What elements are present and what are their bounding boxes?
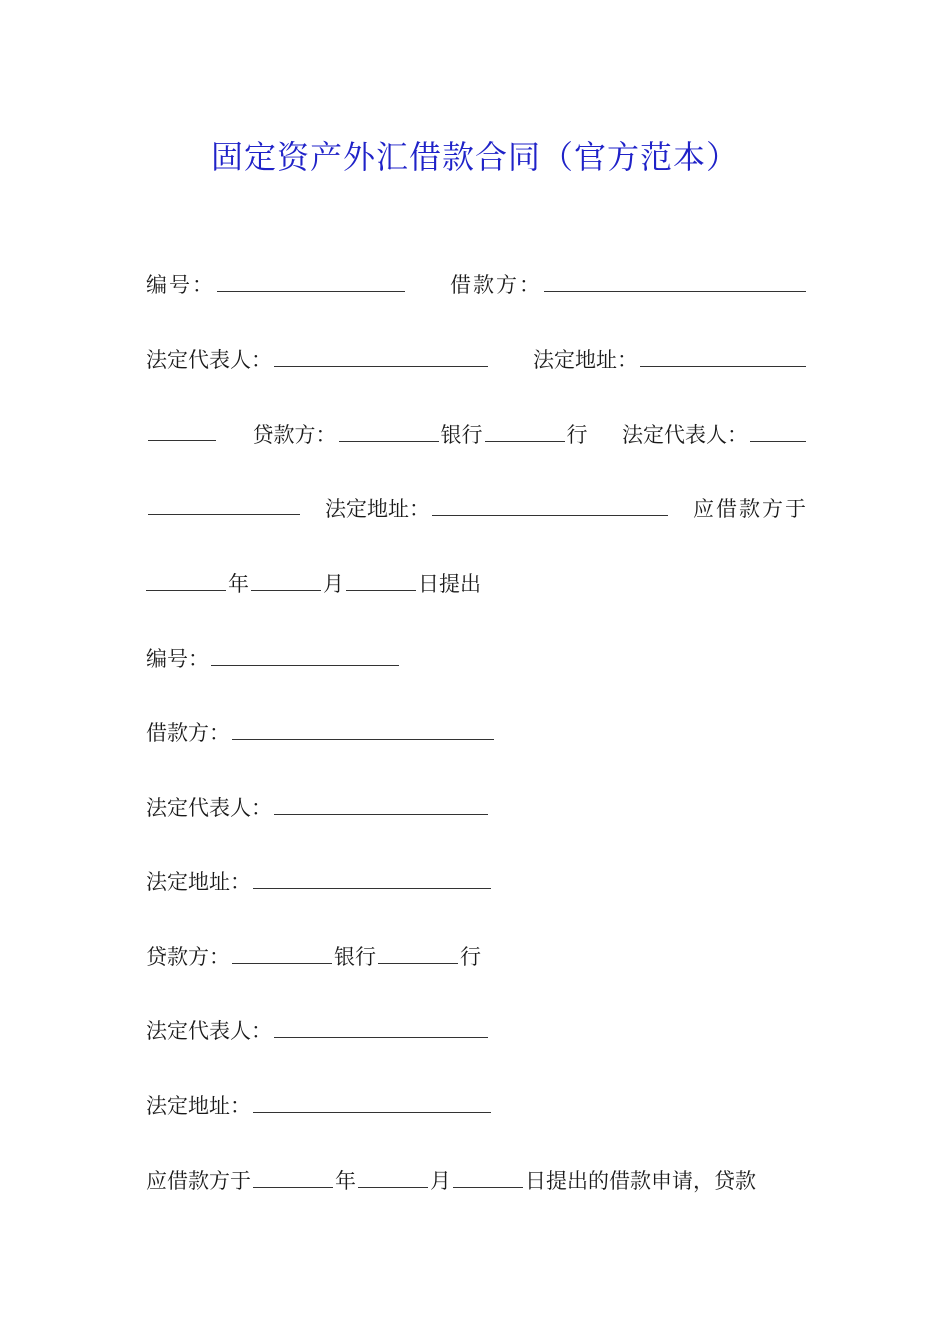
legal-address-blank[interactable] <box>640 346 806 367</box>
month-label: 月 <box>323 572 344 596</box>
day-submit-label: 日提出 <box>418 572 481 596</box>
field-borrower-label: 借款方： <box>146 721 230 745</box>
application-month-blank[interactable] <box>358 1167 428 1188</box>
year-blank[interactable] <box>146 570 226 591</box>
field-lender-address-label: 法定地址： <box>146 1094 251 1118</box>
legal-rep-blank[interactable] <box>274 346 488 367</box>
application-year-blank[interactable] <box>253 1167 333 1188</box>
field-legal-rep <box>146 793 808 823</box>
branch-blank[interactable] <box>485 421 565 442</box>
borrower-blank[interactable] <box>544 271 806 292</box>
field-lender <box>146 942 808 972</box>
application-month-label: 月 <box>430 1169 451 1193</box>
field-lender-blank[interactable] <box>232 943 332 964</box>
application-sentence <box>146 1166 808 1196</box>
row-lender <box>146 420 808 450</box>
address-continue-blank[interactable] <box>148 420 216 441</box>
number-blank[interactable] <box>217 271 405 292</box>
borrower-label: 借款方： <box>450 273 542 297</box>
lender-address-blank[interactable] <box>432 495 668 516</box>
field-legal-rep-blank[interactable] <box>274 794 488 815</box>
field-lender-label: 贷款方： <box>146 945 230 969</box>
field-number <box>146 644 808 674</box>
application-suffix: 日提出的借款申请，贷款 <box>525 1169 756 1193</box>
lender-label: 贷款方： <box>252 423 337 447</box>
field-legal-address <box>146 867 808 897</box>
legal-address-label: 法定地址： <box>533 348 638 372</box>
day-blank[interactable] <box>346 570 416 591</box>
document-title: 固定资产外汇借款合同（官方范本） <box>210 138 739 176</box>
field-borrower-blank[interactable] <box>232 719 494 740</box>
application-day-blank[interactable] <box>453 1167 523 1188</box>
field-borrower <box>146 718 808 748</box>
lender-rep-blank[interactable] <box>750 421 806 442</box>
application-year-label: 年 <box>335 1169 356 1193</box>
row-rep-address <box>146 345 808 375</box>
lender-rep-continue-blank[interactable] <box>148 494 300 515</box>
field-legal-rep-label: 法定代表人： <box>146 796 272 820</box>
year-label: 年 <box>228 572 249 596</box>
field-branch-label: 行 <box>460 945 481 969</box>
field-legal-address-blank[interactable] <box>253 868 491 889</box>
number-label: 编号： <box>146 273 215 297</box>
row-lender-address <box>146 494 808 524</box>
legal-rep-label: 法定代表人： <box>146 348 272 372</box>
lender-blank[interactable] <box>339 421 439 442</box>
bank-label: 银行 <box>440 423 483 447</box>
lender-address-label: 法定地址： <box>325 497 430 521</box>
field-number-label: 编号： <box>146 647 209 671</box>
month-blank[interactable] <box>251 570 321 591</box>
field-lender-rep-blank[interactable] <box>274 1017 488 1038</box>
branch-label: 行 <box>566 423 588 447</box>
lender-rep-label: 法定代表人： <box>622 423 748 447</box>
field-lender-address <box>146 1091 808 1121</box>
application-prefix: 应借款方于 <box>146 1169 251 1193</box>
field-branch-blank[interactable] <box>378 943 458 964</box>
field-bank-label: 银行 <box>334 945 376 969</box>
field-legal-address-label: 法定地址： <box>146 870 251 894</box>
row-date <box>146 569 808 599</box>
field-number-blank[interactable] <box>211 645 399 666</box>
field-lender-rep <box>146 1016 808 1046</box>
field-lender-address-blank[interactable] <box>253 1092 491 1113</box>
field-lender-rep-label: 法定代表人： <box>146 1019 272 1043</box>
borrower-on-label: 应借款方于 <box>693 497 808 521</box>
row-number-borrower <box>146 270 808 300</box>
